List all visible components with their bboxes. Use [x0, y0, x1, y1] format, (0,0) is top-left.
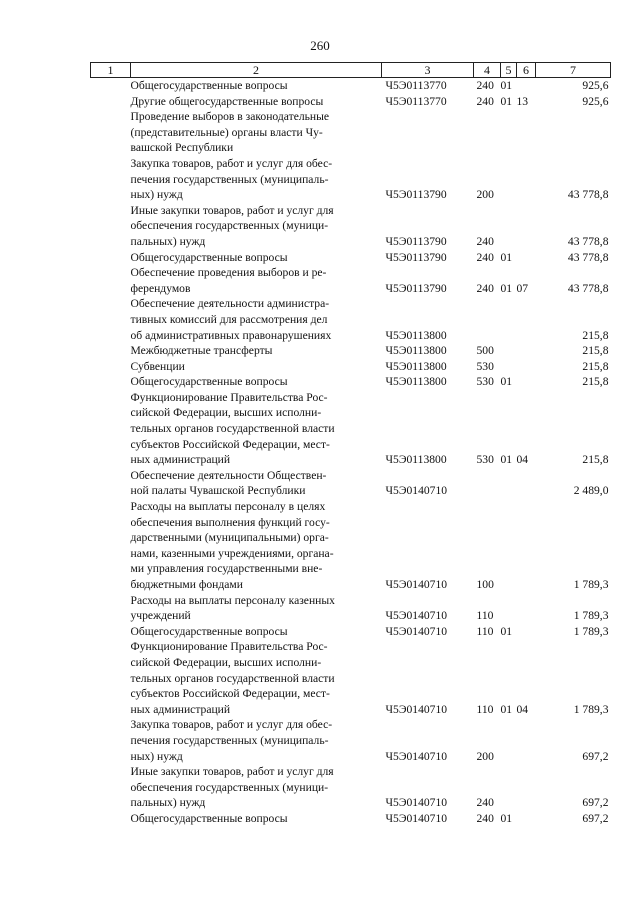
- table-row: [91, 359, 611, 375]
- name-line: Межбюджетные трансферты: [130, 344, 273, 358]
- cell-col-1: [91, 468, 131, 499]
- name-line: Другие общегосударственные вопросы: [130, 94, 324, 108]
- cell-sum: 43 778,8: [567, 281, 609, 295]
- cell-pr: [517, 156, 536, 203]
- name-line: ных администраций: [130, 453, 231, 467]
- cell-pr: [517, 593, 536, 624]
- name-line: ми управления государственными вне-: [130, 562, 323, 576]
- table-row: [91, 390, 611, 468]
- cell-code: Ч5Э0140710: [385, 796, 448, 810]
- cell-col-1: [91, 390, 131, 468]
- cell-name: [131, 265, 382, 296]
- table-row: [91, 374, 611, 390]
- table-row: [91, 265, 611, 296]
- cell-vr: 240: [476, 811, 494, 825]
- cell-sum: [536, 109, 611, 156]
- name-line: Общегосударственные вопросы: [130, 79, 288, 92]
- cell-vr: 240: [476, 250, 494, 264]
- cell-pr: [517, 203, 536, 250]
- cell-rz: [501, 468, 517, 499]
- name-line: Общегосударственные вопросы: [130, 375, 288, 389]
- cell-col-1: [91, 343, 131, 359]
- cell-sum: 215,8: [582, 344, 609, 358]
- cell-rz: 01: [500, 79, 513, 92]
- cell-name: [131, 343, 382, 359]
- cell-sum: 925,6: [582, 79, 609, 92]
- cell-name: [131, 94, 382, 110]
- cell-rz: [501, 717, 517, 764]
- name-line: обеспечения государственных (муници-: [130, 219, 329, 233]
- cell-rz: 01: [500, 375, 513, 389]
- cell-col-1: [91, 764, 131, 811]
- name-line: пальных) нужд: [130, 796, 206, 810]
- cell-rz: 01: [500, 453, 513, 467]
- table-row: [91, 203, 611, 250]
- cell-pr: 04: [516, 702, 529, 716]
- name-line: учреждений: [130, 609, 191, 623]
- cell-rz: 01: [500, 250, 513, 264]
- name-line: бюджетными фондами: [130, 578, 243, 591]
- name-line: Расходы на выплаты персоналу в целях: [130, 500, 326, 514]
- cell-col-1: [91, 296, 131, 343]
- name-line: об административных правонарушениях: [130, 328, 332, 342]
- name-line: дарственными (муниципальными) орга-: [130, 531, 329, 545]
- header-col-7: 7: [536, 63, 611, 78]
- cell-rz: [501, 156, 517, 203]
- cell-rz: 01: [500, 624, 513, 638]
- header-col-5: 5: [501, 63, 517, 78]
- header-col-4: 4: [474, 63, 501, 78]
- cell-vr: 110: [476, 702, 494, 716]
- cell-name: [131, 296, 382, 343]
- name-line: вашской Республики: [130, 141, 234, 155]
- cell-sum: 1 789,3: [573, 624, 609, 638]
- name-line: субъектов Российской Федерации, мест-: [130, 687, 330, 701]
- cell-col-1: [91, 593, 131, 624]
- name-line: Субвенции: [130, 359, 185, 373]
- name-line: ных) нужд: [130, 188, 183, 202]
- name-line: Закупка товаров, работ и услуг для обес-: [130, 156, 333, 170]
- table-row: [91, 94, 611, 110]
- cell-name: [131, 250, 382, 266]
- name-line: ных) нужд: [130, 749, 183, 763]
- name-line: ной палаты Чувашской Республики: [130, 484, 306, 498]
- cell-vr: 530: [476, 375, 494, 389]
- cell-code: Ч5Э0140710: [385, 609, 448, 623]
- cell-vr: 110: [476, 609, 494, 623]
- name-line: пальных) нужд: [130, 234, 206, 248]
- cell-vr: 240: [476, 234, 494, 248]
- cell-vr: 100: [476, 578, 494, 591]
- name-line: (представительные) органы власти Чу-: [130, 125, 323, 139]
- cell-code: Ч5Э0113790: [385, 188, 447, 202]
- cell-sum: 43 778,8: [567, 250, 609, 264]
- name-line: ферендумов: [130, 281, 191, 295]
- cell-code: Ч5Э0113770: [385, 94, 447, 108]
- name-line: субъектов Российской Федерации, мест-: [130, 437, 330, 451]
- cell-name: [131, 156, 382, 203]
- cell-vr: 530: [476, 453, 494, 467]
- name-line: тельных органов государственной власти: [130, 422, 335, 436]
- cell-vr: 240: [476, 796, 494, 810]
- name-line: ных администраций: [130, 702, 231, 716]
- cell-sum: 697,2: [582, 811, 609, 825]
- cell-name: [131, 811, 382, 827]
- cell-pr: [517, 343, 536, 359]
- name-line: Обеспечение деятельности Обществен-: [130, 468, 327, 482]
- table-row: [91, 593, 611, 624]
- cell-name: [131, 203, 382, 250]
- cell-pr: [517, 78, 536, 94]
- cell-code: Ч5Э0113770: [385, 79, 447, 92]
- cell-name: [131, 717, 382, 764]
- cell-vr: 110: [476, 624, 494, 638]
- name-line: Функционирование Правительства Рос-: [130, 640, 328, 654]
- cell-name: [131, 468, 382, 499]
- cell-code: Ч5Э0140710: [385, 624, 448, 638]
- name-line: Общегосударственные вопросы: [130, 811, 288, 825]
- cell-name: [131, 78, 382, 94]
- cell-col-1: [91, 109, 131, 156]
- cell-vr: 240: [476, 79, 494, 92]
- cell-code: [382, 109, 474, 156]
- cell-rz: [501, 109, 517, 156]
- cell-sum: 1 789,3: [573, 578, 609, 591]
- cell-name: [131, 499, 382, 593]
- name-line: печения государственных (муниципаль-: [130, 733, 329, 747]
- cell-sum: 1 789,3: [573, 609, 609, 623]
- cell-pr: [517, 296, 536, 343]
- cell-code: Ч5Э0140710: [385, 702, 448, 716]
- cell-rz: [501, 343, 517, 359]
- table-row: [91, 468, 611, 499]
- cell-pr: [517, 109, 536, 156]
- cell-sum: 2 489,0: [573, 484, 609, 498]
- cell-col-1: [91, 203, 131, 250]
- cell-vr: 240: [476, 281, 494, 295]
- cell-name: [131, 359, 382, 375]
- cell-vr: [474, 296, 501, 343]
- cell-sum: 43 778,8: [567, 234, 609, 248]
- cell-rz: [501, 593, 517, 624]
- name-line: Обеспечение проведения выборов и ре-: [130, 266, 327, 280]
- name-line: Иные закупки товаров, работ и услуг для: [130, 203, 334, 217]
- cell-rz: 01: [500, 94, 513, 108]
- cell-pr: 04: [516, 453, 529, 467]
- cell-rz: [501, 764, 517, 811]
- cell-pr: [517, 624, 536, 640]
- cell-vr: [474, 468, 501, 499]
- budget-table-container: [90, 62, 610, 827]
- cell-sum: 215,8: [582, 359, 609, 373]
- cell-sum: 215,8: [582, 453, 609, 467]
- cell-pr: [517, 468, 536, 499]
- header-col-2: 2: [131, 63, 382, 78]
- cell-name: [131, 624, 382, 640]
- cell-col-1: [91, 359, 131, 375]
- cell-pr: 07: [516, 281, 529, 295]
- cell-code: Ч5Э0113800: [385, 328, 447, 342]
- cell-vr: 200: [476, 188, 494, 202]
- cell-rz: 01: [500, 281, 513, 295]
- name-line: Общегосударственные вопросы: [130, 250, 288, 264]
- table-row: [91, 624, 611, 640]
- table-row: [91, 811, 611, 827]
- cell-col-1: [91, 156, 131, 203]
- cell-name: [131, 593, 382, 624]
- cell-code: Ч5Э0113800: [385, 359, 447, 373]
- cell-rz: [501, 203, 517, 250]
- name-line: обеспечения государственных (муници-: [130, 780, 329, 794]
- cell-vr: [474, 109, 501, 156]
- header-col-3: 3: [382, 63, 474, 78]
- cell-pr: [517, 499, 536, 593]
- cell-name: [131, 109, 382, 156]
- name-line: Иные закупки товаров, работ и услуг для: [130, 765, 334, 779]
- name-line: Закупка товаров, работ и услуг для обес-: [130, 718, 333, 732]
- cell-code: Ч5Э0113790: [385, 250, 447, 264]
- cell-code: Ч5Э0113790: [385, 234, 447, 248]
- table-row: [91, 717, 611, 764]
- cell-rz: [501, 296, 517, 343]
- name-line: тельных органов государственной власти: [130, 671, 335, 685]
- cell-col-1: [91, 94, 131, 110]
- cell-sum: 1 789,3: [573, 702, 609, 716]
- cell-name: [131, 390, 382, 468]
- table-row: [91, 156, 611, 203]
- name-line: печения государственных (муниципаль-: [130, 172, 329, 186]
- cell-code: Ч5Э0113800: [385, 375, 447, 389]
- cell-sum: 697,2: [582, 796, 609, 810]
- name-line: Функционирование Правительства Рос-: [130, 390, 328, 404]
- name-line: Обеспечение деятельности администра-: [130, 297, 330, 311]
- cell-sum: 697,2: [582, 749, 609, 763]
- cell-code: Ч5Э0140710: [385, 811, 448, 825]
- table-row: [91, 639, 611, 717]
- name-line: сийской Федерации, высших исполни-: [130, 406, 322, 420]
- cell-pr: 13: [516, 94, 529, 108]
- cell-vr: 500: [476, 344, 494, 358]
- cell-sum: 925,6: [582, 94, 609, 108]
- cell-rz: [501, 359, 517, 375]
- name-line: нами, казенными учреждениями, органа-: [130, 546, 334, 560]
- cell-col-1: [91, 717, 131, 764]
- cell-pr: [517, 359, 536, 375]
- cell-sum: 215,8: [582, 328, 609, 342]
- cell-pr: [517, 374, 536, 390]
- cell-vr: 530: [476, 359, 494, 373]
- cell-code: Ч5Э0140710: [385, 749, 448, 763]
- name-line: Проведение выборов в законодательные: [130, 110, 330, 124]
- name-line: Расходы на выплаты персоналу казенных: [130, 593, 335, 607]
- cell-col-1: [91, 78, 131, 94]
- cell-rz: [501, 499, 517, 593]
- cell-col-1: [91, 265, 131, 296]
- table-row: [91, 499, 611, 593]
- table-row: [91, 78, 611, 94]
- cell-col-1: [91, 624, 131, 640]
- cell-pr: [517, 811, 536, 827]
- cell-col-1: [91, 499, 131, 593]
- table-row: [91, 764, 611, 811]
- table-row: [91, 296, 611, 343]
- cell-code: Ч5Э0140710: [385, 578, 448, 591]
- name-line: сийской Федерации, высших исполни-: [130, 655, 322, 669]
- header-col-6: 6: [517, 63, 536, 78]
- cell-pr: [517, 764, 536, 811]
- cell-pr: [517, 717, 536, 764]
- name-line: Общегосударственные вопросы: [130, 624, 288, 638]
- cell-vr: 200: [476, 749, 494, 763]
- cell-col-1: [91, 639, 131, 717]
- cell-code: Ч5Э0113800: [385, 453, 447, 467]
- cell-vr: 240: [476, 94, 494, 108]
- header-col-1: 1: [91, 63, 131, 78]
- cell-rz: 01: [500, 811, 513, 825]
- cell-col-1: [91, 811, 131, 827]
- table-header: [91, 63, 611, 78]
- table-row: [91, 250, 611, 266]
- cell-name: [131, 764, 382, 811]
- cell-code: Ч5Э0140710: [385, 484, 448, 498]
- cell-sum: 215,8: [582, 375, 609, 389]
- table-row: [91, 343, 611, 359]
- cell-code: Ч5Э0113790: [385, 281, 447, 295]
- cell-name: [131, 374, 382, 390]
- cell-col-1: [91, 374, 131, 390]
- cell-code: Ч5Э0113800: [385, 344, 447, 358]
- budget-table: [90, 62, 611, 827]
- name-line: тивных комиссий для рассмотрения дел: [130, 312, 328, 326]
- cell-pr: [517, 250, 536, 266]
- page-number: 260: [310, 38, 330, 53]
- table-row: [91, 109, 611, 156]
- name-line: обеспечения выполнения функций госу-: [130, 515, 330, 529]
- table-body: [91, 78, 611, 827]
- cell-name: [131, 639, 382, 717]
- cell-col-1: [91, 250, 131, 266]
- cell-rz: 01: [500, 702, 513, 716]
- cell-sum: 43 778,8: [567, 188, 609, 202]
